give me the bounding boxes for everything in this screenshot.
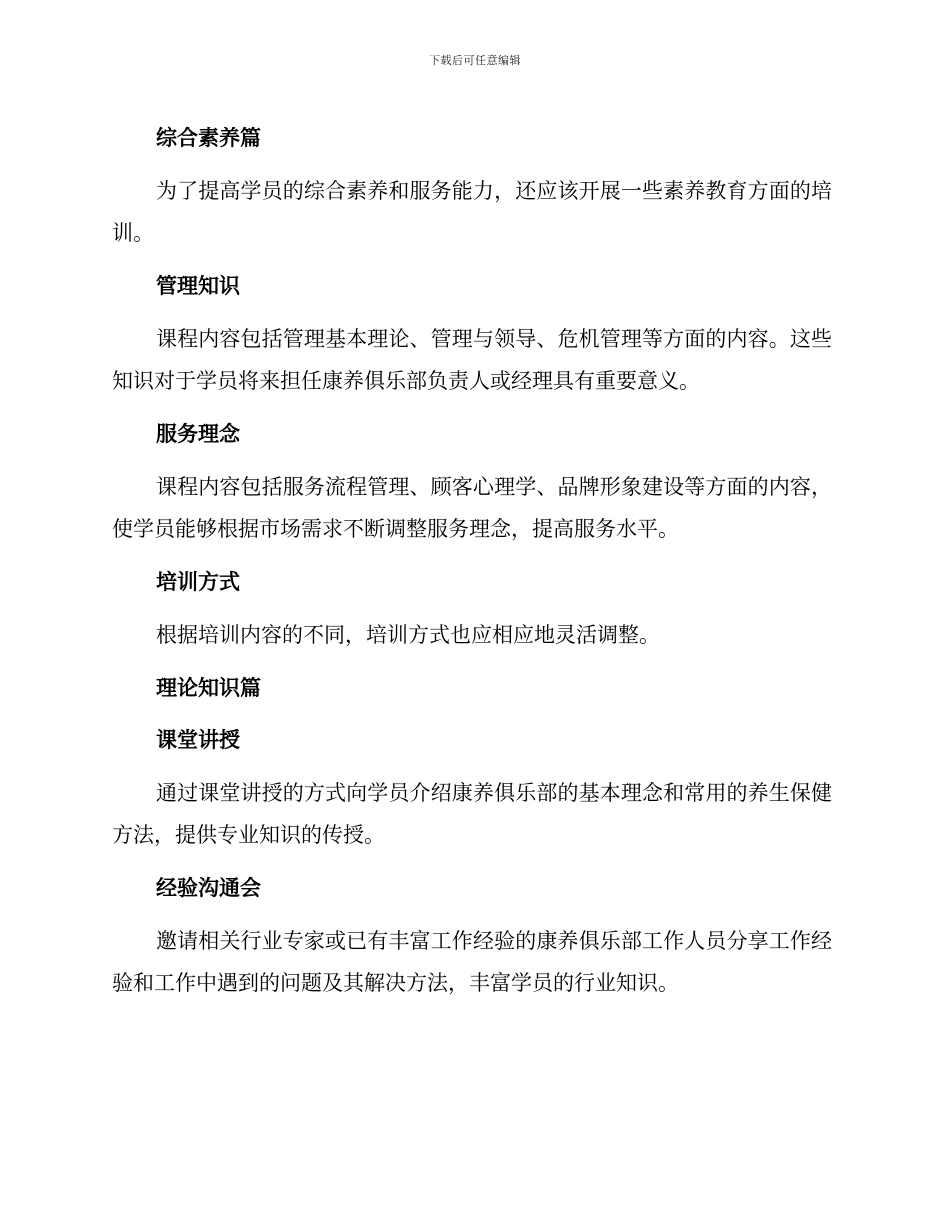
section-heading: 服务理念 xyxy=(156,422,240,446)
paragraph: 通过课堂讲授的方式向学员介绍康养俱乐部的基本理念和常用的养生保健方法，提供专业知识的传授。 xyxy=(112,781,832,847)
section-heading: 培训方式 xyxy=(156,570,240,594)
paragraph: 根据培训内容的不同，培训方式也应相应地灵活调整。 xyxy=(156,623,660,647)
document-body xyxy=(112,106,832,1016)
paragraph: 为了提高学员的综合素养和服务能力，还应该开展一些素养教育方面的培训。 xyxy=(112,179,832,245)
paragraph: 课程内容包括管理基本理论、管理与领导、危机管理等方面的内容。这些知识对于学员将来担任康养俱乐部负责人或经理具有重要意义。 xyxy=(112,327,832,393)
paragraph: 课程内容包括服务流程管理、顾客心理学、品牌形象建设等方面的内容，使学员能够根据市场需求不断调整服务理念，提高服务水平。 xyxy=(112,475,832,541)
section-heading: 综合素养篇 xyxy=(156,126,261,150)
page-header: 下载后可任意编辑 xyxy=(429,54,521,67)
section-heading: 管理知识 xyxy=(156,274,240,298)
paragraph: 邀请相关行业专家或已有丰富工作经验的康养俱乐部工作人员分享工作经验和工作中遇到的问题及其解决方法，丰富学员的行业知识。 xyxy=(112,929,832,995)
section-heading: 理论知识篇 xyxy=(156,676,261,700)
section-heading: 经验沟通会 xyxy=(156,876,261,900)
section-heading: 课堂讲授 xyxy=(156,728,240,752)
